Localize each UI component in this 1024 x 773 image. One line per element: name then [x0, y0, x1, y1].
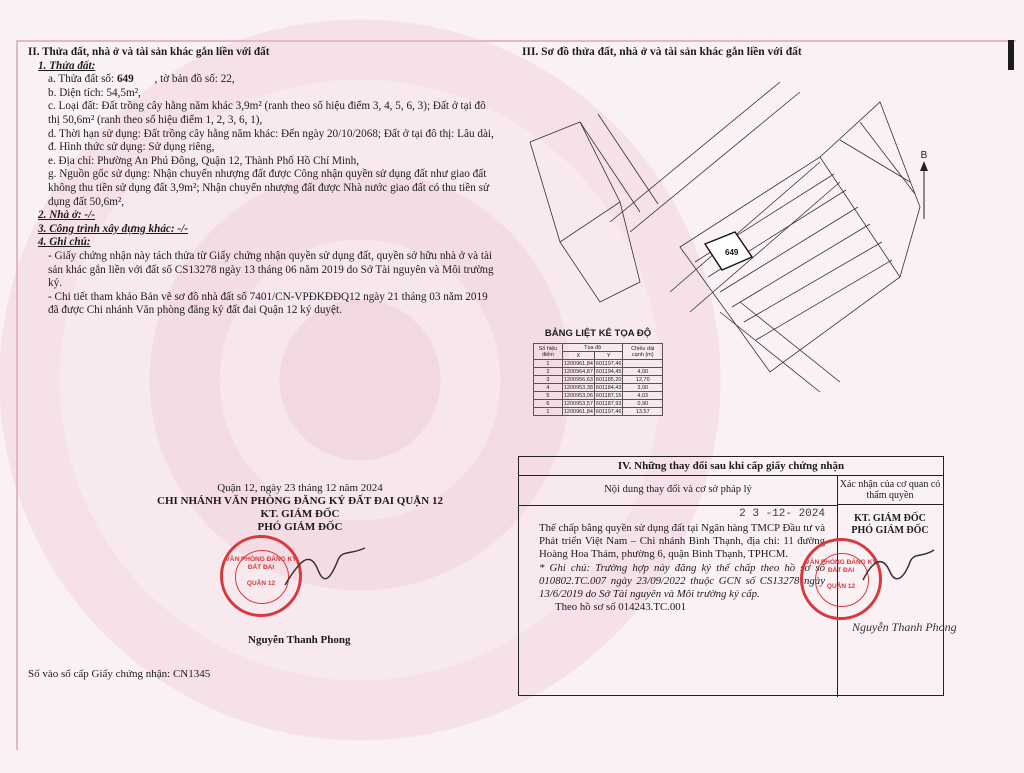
address: e. Địa chỉ: Phường An Phú Đông, Quận 12, Thành Phố Hồ Chí Minh, [48, 154, 360, 167]
notes-heading: 4. Ghi chú: [38, 236, 91, 249]
confirm-signer-name: Nguyễn Thanh Phong [852, 620, 957, 634]
table-cell: 601185,20 [595, 376, 622, 383]
stamp-top-text: VĂN PHÒNG ĐĂNG KÝ ĐẤT ĐAI [225, 556, 297, 571]
table-cell: 1200953,57 [563, 400, 593, 407]
land-type: c. Loại đất: Đất trồng cây hằng năm khác 3,9m² (ranh theo số hiệu điểm 3, 4, 5, 6, 3); Đất ở tại đô thị 50,6m² (ranh theo số hiệu điểm 1, 2, 3, 6, 1), [48, 100, 486, 126]
table-cell: 2 [534, 368, 563, 376]
file-number: Theo hồ sơ số 014243.TC.001 [555, 601, 687, 614]
edge-mark [1008, 40, 1014, 70]
table-cell: 1200953,38 [563, 384, 593, 391]
form-of-use: đ. Hình thức sử dụng: Sử dụng riêng, [48, 141, 215, 154]
table-cell: 1200953,06 [563, 392, 593, 399]
table-row [534, 376, 663, 384]
table-cell: 601187,93 [595, 400, 622, 407]
section2-title: II. Thửa đất, nhà ở và tài sản khác gắn liền với đất [28, 46, 270, 58]
issuer-signature-block [150, 482, 450, 534]
mortgage-text [519, 522, 837, 614]
table-row [534, 384, 663, 392]
issuing-office: CHI NHÁNH VĂN PHÒNG ĐĂNG KÝ ĐẤT ĐAI QUẬN 12 [157, 495, 443, 507]
stamp-bottom-text: QUẬN 12 [826, 583, 856, 590]
signer-name: Nguyễn Thanh Phong [248, 634, 351, 646]
stamp-bottom-text: QUẬN 12 [246, 580, 276, 587]
table-cell: 1 [534, 408, 563, 416]
date-stamp: 2 3 -12- 2024 [739, 508, 825, 520]
table-cell [623, 360, 663, 368]
parcel-label: a. Thửa đất số: [48, 73, 115, 86]
table-header: Tọa độ [562, 344, 623, 352]
coordinate-table-block [533, 328, 663, 416]
table-header: Chiều dài cạnh (m) [623, 344, 663, 360]
page-border-left [16, 40, 18, 750]
road-line [630, 92, 800, 232]
table-header-row [534, 344, 663, 352]
subdivision-block [680, 157, 900, 372]
table-cell: 12,70 [623, 376, 663, 384]
issue-date: Quận 12, ngày 23 tháng 12 năm 2024 [217, 482, 383, 494]
page-border-top [16, 40, 1016, 42]
table-cell: 601197,46 [595, 360, 622, 367]
table-cell: 601194,45 [595, 368, 622, 375]
table-row [534, 400, 663, 408]
table-row [534, 408, 663, 416]
map-sheet: , tờ bản đồ số: 22, [154, 73, 235, 86]
coordinate-table-title: BẢNG LIỆT KÊ TỌA ĐỘ [544, 328, 652, 339]
north-label: B [920, 150, 928, 161]
signer-role: PHÓ GIÁM ĐỐC [257, 521, 343, 533]
table-cell: 6 [534, 400, 563, 408]
works-line: 3. Công trình xây dựng khác: -/- [38, 222, 188, 235]
table-header: Y [594, 352, 623, 360]
stamp-top-text: VĂN PHÒNG ĐĂNG KÝ ĐẤT ĐAI [805, 559, 877, 574]
table-cell: 4 [534, 384, 563, 392]
table-row [534, 368, 663, 376]
signature-icon [858, 540, 938, 600]
table-row [534, 360, 663, 368]
land-heading: 1. Thửa đất: [38, 59, 96, 72]
table-cell: 3,00 [623, 384, 663, 392]
confirm-kt: KT. GIÁM ĐỐC [854, 513, 926, 524]
mortgage-body: Thế chấp bằng quyền sử dụng đất tại Ngân hàng TMCP Đầu tư và Phát triển Việt Nam – Chi nhánh Bình Thạnh, địa chỉ: 11 đường Hoàng Hoa Thám, phường 6, quận Bình Thạnh, TPHCM. [539, 522, 825, 561]
section4-title: IV. Những thay đổi sau khi cấp giấy chứng nhận [519, 457, 943, 476]
table-row [534, 392, 663, 400]
table-header: Số hiệu điểm [534, 344, 563, 360]
parcel-number: 649 [116, 73, 134, 86]
section3-title: III. Sơ đồ thửa đất, nhà ở và tài sản khác gắn liền với đất [522, 46, 802, 58]
changes-content-column [519, 475, 838, 697]
coordinate-table [533, 343, 663, 416]
table-cell: 601184,43 [595, 384, 622, 391]
table-cell: 1200961,84 [563, 408, 593, 415]
origin-of-use: g. Nguồn gốc sử dụng: Nhận chuyển nhượng đất được Công nhận quyền sử dụng đất như giao đất không thu tiền sử dụng đất 3,9m²; Nhận chuyển nhượng đất được Nhà nước giao đất có thu tiền sử dụng đất 50,6m², [48, 168, 490, 208]
register-number: Số vào sổ cấp Giấy chứng nhận: CN1345 [28, 668, 211, 680]
confirm-role: PHÓ GIÁM ĐỐC [851, 525, 929, 536]
signature-icon [280, 540, 370, 600]
term-of-use: d. Thời hạn sử dụng: Đất trồng cây hằng năm khác: Đến ngày 20/10/2068; Đất ở tại đô thị: Lâu dài, [48, 127, 494, 140]
section-land-info [28, 46, 498, 318]
house-line: 2. Nhà ở: -/- [38, 209, 95, 222]
table-cell: 1200961,84 [563, 360, 593, 367]
note-1: - Giấy chứng nhận này tách thửa từ Giấy chứng nhận quyền sử dụng đất, quyền sở hữu nhà ở và tài sản khác gắn liền với đất số CS13278 ngày 13 tháng 06 năm 2019 do Sở Tài nguyên và Môi trường ký. [48, 249, 494, 290]
mortgage-note: * Ghi chú: Trường hợp này đăng ký thế chấp theo hồ sơ số 010802.TC.007 ngày 23/09/2022 thuộc GCN số CS13278 ngày 13/6/2019 do Sở Tài nguyên và Môi trường ký cấp. [539, 561, 825, 601]
table-cell: 5 [534, 392, 563, 400]
kt-title: KT. GIÁM ĐỐC [260, 508, 340, 520]
table-cell: 13,57 [623, 408, 663, 416]
note-2: - Chi tiết tham khảo Bản vẽ sơ đồ nhà đất số 7401/CN-VPĐKĐĐQ12 ngày 21 tháng 03 năm 2019 đã được Chi nhánh Văn phòng đăng ký đất đai Quận 12 ký duyệt. [48, 290, 488, 317]
table-cell: 1200964,87 [563, 368, 593, 375]
subject-parcel-label: 649 [725, 248, 739, 257]
table-cell: 1200956,63 [563, 376, 593, 383]
road-line [610, 82, 780, 222]
parcel-line [28, 73, 498, 87]
table-header: X [562, 352, 594, 360]
area: b. Diện tích: 54,5m², [48, 86, 141, 99]
road-line [670, 162, 820, 292]
table-cell: 1 [534, 360, 563, 368]
table-cell: 3 [534, 376, 563, 384]
column-header-content: Nội dung thay đổi và cơ sở pháp lý [519, 475, 837, 506]
table-cell: 4,00 [623, 368, 663, 376]
table-cell: 4,03 [623, 392, 663, 400]
table-cell: 601187,15 [595, 392, 622, 399]
table-cell: 601197,46 [595, 408, 622, 415]
table-cell: 0,90 [623, 400, 663, 408]
column-header-confirmation: Xác nhận của cơ quan có thẩm quyền [837, 475, 943, 505]
